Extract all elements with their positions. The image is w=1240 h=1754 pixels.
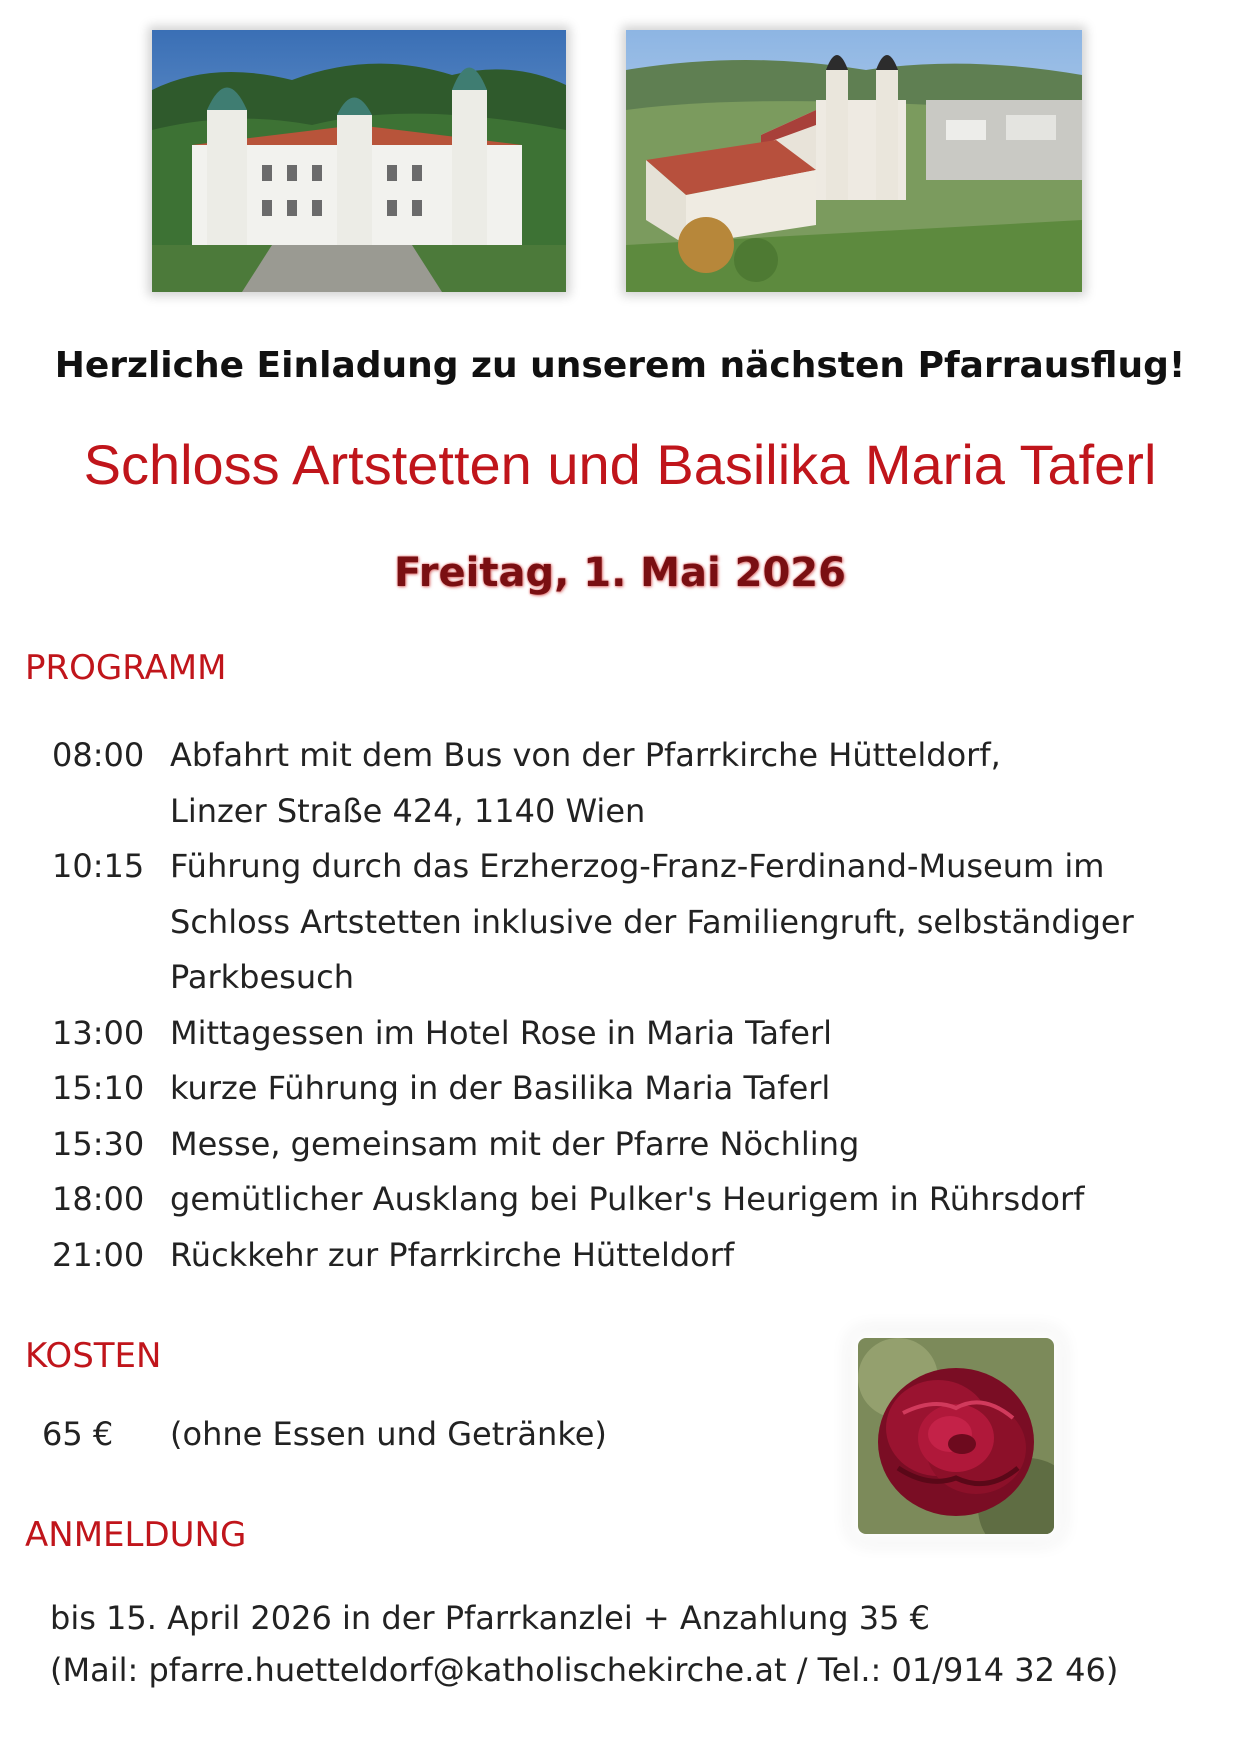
program-item bbox=[0, 1117, 1240, 1173]
kosten-heading: KOSTEN bbox=[25, 1336, 162, 1376]
programm-heading: PROGRAMM bbox=[25, 648, 227, 688]
program-time: 10:15 bbox=[52, 847, 145, 885]
registration-contact: (Mail: pfarre.huetteldorf@katholischekirche.at / Tel.: 01/914 32 46) bbox=[50, 1651, 1119, 1689]
program-line: gemütlicher Ausklang bei Pulker's Heurigem in Rührsdorf bbox=[170, 1180, 1085, 1218]
program-text bbox=[170, 1006, 1150, 1062]
program-line: Mittagessen im Hotel Rose in Maria Taferl bbox=[170, 1013, 833, 1052]
event-date: Freitag, 1. Mai 2026 bbox=[394, 550, 846, 596]
registration-deadline: bis 15. April 2026 in der Pfarrkanzlei + Anzahlung 35 € bbox=[50, 1599, 930, 1637]
program-time: 15:10 bbox=[52, 1069, 145, 1107]
cost-amount: 65 € bbox=[42, 1415, 114, 1453]
invitation-heading: Herzliche Einladung zu unserem nächsten Pfarrausflug! bbox=[54, 345, 1186, 386]
program-line: Rückkehr zur Pfarrkirche Hütteldorf bbox=[170, 1235, 735, 1274]
program-text bbox=[170, 1117, 1150, 1173]
anmeldung-heading: ANMELDUNG bbox=[25, 1515, 247, 1555]
program-time: 18:00 bbox=[52, 1180, 145, 1218]
cost-line bbox=[0, 1415, 900, 1453]
program-item bbox=[0, 1006, 1240, 1062]
program-text bbox=[170, 1172, 1150, 1228]
program-time: 08:00 bbox=[52, 736, 145, 774]
program-line: Führung durch das Erzherzog-Franz-Ferdinand-Museum im bbox=[170, 847, 1105, 885]
program-list bbox=[0, 728, 1240, 1283]
program-time: 15:30 bbox=[52, 1124, 145, 1163]
program-line: Messe, gemeinsam mit der Pfarre Nöchling bbox=[170, 1124, 860, 1163]
program-item bbox=[0, 728, 1240, 839]
program-item bbox=[0, 839, 1240, 1006]
page-title: Schloss Artstetten und Basilika Maria Taferl bbox=[83, 433, 1157, 496]
program-text bbox=[170, 1228, 1150, 1284]
program-line: Parkbesuch bbox=[170, 958, 354, 996]
program-text bbox=[170, 1061, 1150, 1117]
program-line: Schloss Artstetten inklusive der Familiengruft, selbständiger bbox=[170, 902, 1134, 941]
schloss-artstetten-photo bbox=[152, 30, 566, 292]
program-line: Linzer Straße 424, 1140 Wien bbox=[170, 791, 646, 830]
program-text bbox=[170, 839, 1150, 1006]
program-text bbox=[170, 728, 1150, 839]
red-peony-photo bbox=[858, 1338, 1054, 1534]
program-line: Abfahrt mit dem Bus von der Pfarrkirche Hütteldorf, bbox=[170, 736, 1001, 774]
program-item bbox=[0, 1228, 1240, 1284]
program-item bbox=[0, 1061, 1240, 1117]
program-item bbox=[0, 1172, 1240, 1228]
program-time: 13:00 bbox=[52, 1013, 145, 1052]
registration-info bbox=[50, 1592, 1200, 1696]
cost-note: (ohne Essen und Getränke) bbox=[170, 1415, 607, 1453]
program-line: kurze Führung in der Basilika Maria Taferl bbox=[170, 1069, 831, 1107]
program-time: 21:00 bbox=[52, 1235, 145, 1274]
basilika-maria-taferl-photo bbox=[626, 30, 1082, 292]
